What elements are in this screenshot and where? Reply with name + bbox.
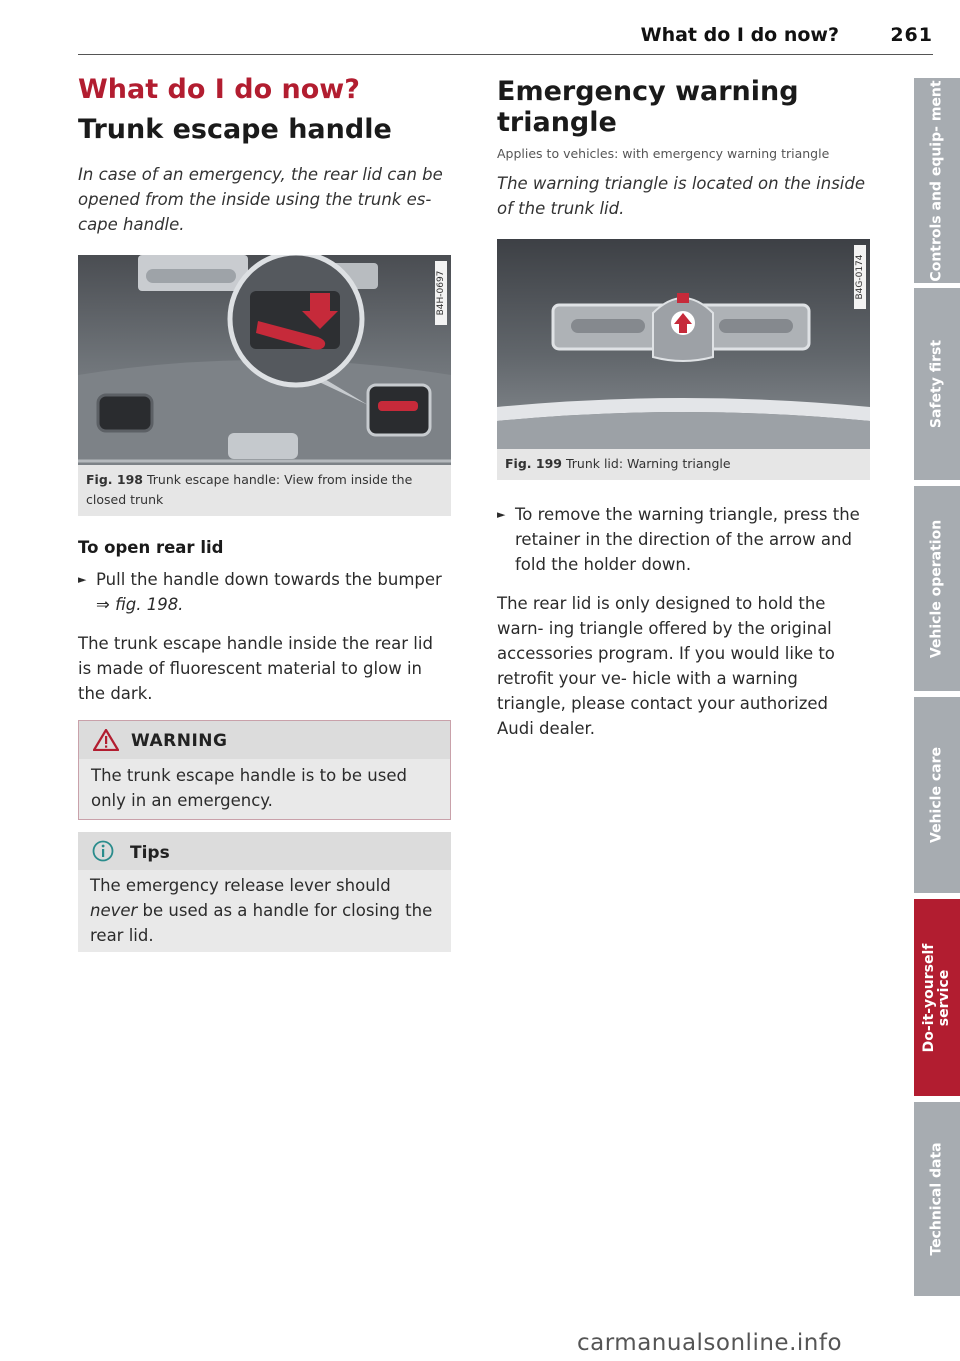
figure-caption-text: Trunk lid: Warning triangle bbox=[565, 456, 731, 471]
warning-box bbox=[78, 720, 451, 820]
warning-triangle-illustration bbox=[497, 239, 870, 449]
chapter-title: What do I do now? bbox=[78, 74, 360, 105]
trunk-lid-image bbox=[497, 239, 870, 449]
figure-caption-199 bbox=[497, 449, 870, 480]
tips-text: The emergency release lever should never be used as a handle for closing the rear lid. bbox=[78, 870, 451, 952]
intro-text-right: The warning triangle is located on the inside of the trunk lid. bbox=[497, 174, 865, 218]
body-paragraph-right: The rear lid is only designed to hold the warn- ing triangle offered by the original accessories program. If you would like to retrofit your ve- hicle with a warning triangle, please contact your authorized Audi dealer. bbox=[497, 594, 835, 738]
figure-caption-198 bbox=[78, 465, 451, 516]
tips-box bbox=[78, 832, 451, 952]
tab-vehicle-care[interactable]: Vehicle care bbox=[914, 697, 960, 893]
body-paragraph: The trunk escape handle inside the rear lid is made of fluorescent material to glow in the dark. bbox=[78, 634, 433, 703]
bullet-triangle-icon: ► bbox=[78, 573, 87, 586]
section-title-warning-triangle: Emergency warning triangle bbox=[497, 76, 799, 138]
tab-do-it-yourself-service[interactable]: Do-it-yourself service bbox=[914, 899, 960, 1096]
intro-text: In case of an emergency, the rear lid can be opened from the inside using the trunk es- cape handle. bbox=[78, 165, 443, 234]
trunk-handle-image bbox=[78, 255, 451, 465]
section-title-trunk-escape: Trunk escape handle bbox=[78, 114, 392, 145]
figure-code-198: B4H-0697 bbox=[435, 261, 447, 325]
tab-technical-data[interactable]: Technical data bbox=[914, 1102, 960, 1296]
figure-caption-text: Trunk escape handle: View from inside the closed trunk bbox=[86, 472, 413, 507]
instruction-bullet: ► Pull the handle down towards the bumper ⇒ fig. 198. bbox=[78, 567, 451, 617]
warning-title: WARNING bbox=[131, 731, 228, 751]
info-icon bbox=[92, 840, 114, 862]
tab-vehicle-operation[interactable]: Vehicle operation bbox=[914, 486, 960, 691]
tab-safety-first[interactable]: Safety first bbox=[914, 288, 960, 480]
warning-header bbox=[79, 721, 450, 759]
watermark-text: carmanualsonline.info bbox=[577, 1330, 843, 1356]
warning-text: The trunk escape handle is to be used only in an emergency. bbox=[79, 759, 450, 819]
bullet-triangle-icon: ► bbox=[497, 508, 506, 521]
page-header bbox=[78, 22, 933, 55]
figure-198 bbox=[78, 255, 451, 516]
running-header-title: What do I do now? bbox=[640, 24, 839, 46]
figure-199 bbox=[497, 239, 870, 480]
trunk-escape-illustration bbox=[78, 255, 451, 465]
instruction-bullet-right: ► To remove the warning triangle, press the retainer in the direction of the arrow and fold the holder down. bbox=[497, 502, 870, 577]
subheading-open-rear-lid: To open rear lid bbox=[78, 538, 224, 557]
page-number: 261 bbox=[890, 24, 933, 46]
tips-header bbox=[78, 832, 451, 870]
figure-code-199: B4G-0174 bbox=[854, 245, 866, 309]
figure-label: Fig. 198 bbox=[86, 472, 143, 487]
warning-triangle-icon bbox=[93, 729, 119, 751]
left-column bbox=[78, 72, 451, 952]
tab-controls-and-equipment[interactable]: Controls and equip- ment bbox=[914, 78, 960, 283]
right-column bbox=[497, 76, 870, 741]
figure-reference-link[interactable]: ⇒ fig. 198. bbox=[96, 595, 184, 614]
figure-label: Fig. 199 bbox=[505, 456, 562, 471]
tips-title: Tips bbox=[130, 843, 170, 863]
applies-to-note: Applies to vehicles: with emergency warning triangle bbox=[497, 146, 830, 161]
